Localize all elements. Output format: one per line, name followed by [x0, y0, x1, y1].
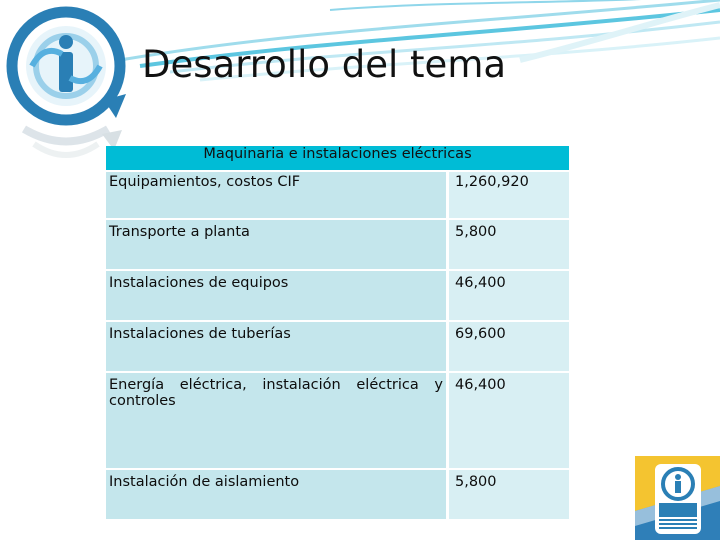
amount-cell: 46,400 [448, 372, 570, 469]
table-row [106, 219, 569, 270]
amount-cell: 69,600 [448, 321, 570, 372]
table-row [106, 321, 569, 372]
amount-cell: 46,400 [448, 270, 570, 321]
table-row [106, 270, 569, 321]
concept-cell: Instalaciones de tuberías [106, 321, 448, 372]
table-row [106, 469, 569, 520]
concept-cell: Instalaciones de equipos [106, 270, 448, 321]
table-header-row [106, 146, 569, 171]
page-title: Desarrollo del tema [142, 43, 507, 86]
concept-cell: Equipamientos, costos CIF [106, 171, 448, 219]
amount-cell: 5,800 [448, 219, 570, 270]
table-row [106, 372, 569, 469]
table-row [106, 171, 569, 219]
costs-table [106, 146, 569, 521]
table-header: Maquinaria e instalaciones eléctricas [106, 146, 569, 171]
concept-cell: Transporte a planta [106, 219, 448, 270]
amount-cell: 5,800 [448, 469, 570, 520]
amount-cell: 1,260,920 [448, 171, 570, 219]
concept-cell: Energía eléctrica, instalación eléctrica y controles [106, 372, 448, 469]
ceti-logo-icon [635, 456, 720, 540]
concept-cell: Instalación de aislamiento [106, 469, 448, 520]
